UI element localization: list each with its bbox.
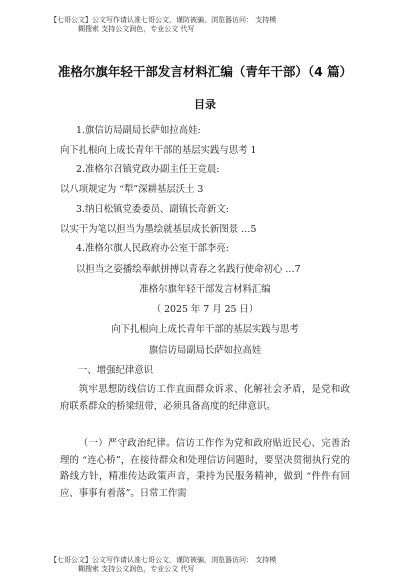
body-title: 准格尔旗年轻干部发言材料汇编: [139, 284, 271, 295]
footer-line-1: 【七哥公文】公文写作请认准七哥公文，谨防被骗，浏览器访问： 支持模: [50, 556, 277, 564]
toc-item-3-topic: 以实干为笔以担当为墨绘就基层成长新图景 …5: [60, 224, 257, 235]
document-title: 准格尔旗年轻干部发言材料汇编（青年干部）（4 篇）: [57, 64, 353, 79]
toc-item-3-author: 3.纳日松镇党委委员、副镇长奇新文:: [76, 204, 229, 215]
header-line-1: 【七哥公文】公文写作请认准七哥公文，谨防被骗，浏览器访问： 支持模: [50, 16, 277, 24]
page-footer-banner: [50, 556, 276, 574]
toc-item-2-author: 2.准格尔召镇党政办副主任王竞晨:: [76, 164, 220, 175]
toc-heading: 目录: [194, 98, 216, 111]
footer-line-2: 糊搜索 支持公文润色，专业公文 代写: [78, 565, 195, 573]
paragraph-2: （一）严守政治纪律。信访工作作为党和政府贴近民心、完善治理的 “连心桥”，在接待群众和处理信访问题时，要坚决贯彻执行党的路线方针，精准传达政策声音，秉持为民服务精神，做到 “件件有回应、事事有着落”。日常工作需: [60, 438, 350, 499]
toc-item-2-topic: 以八项规定为 “犁”深耕基层沃土 3: [60, 184, 204, 195]
header-line-2: 糊搜索 支持公文润色，专业公文 代写: [78, 25, 195, 33]
speech-title: 向下扎根向上成长青年干部的基层实践与思考: [111, 324, 299, 335]
section-heading-1: 一、增强纪律意识: [78, 365, 154, 376]
toc-item-4-topic: 以担当之姿播绘奉献拼搏以青春之名践行使命初心 …7: [76, 264, 301, 275]
toc-item-1-author: 1.旗信访局副局长萨如拉高娃:: [76, 125, 201, 136]
page-header-banner: [50, 16, 276, 34]
toc-item-4-author: 4.准格尔旗人民政府办公室干部李亮:: [76, 243, 229, 254]
speaker-name: 旗信访局副局长萨如拉高娃: [148, 345, 262, 356]
paragraph-1: 筑牢思想防线信访工作直面群众诉求、化解社会矛盾，是党和政府联系群众的桥梁纽带，必须具备高度的纪律意识。: [60, 384, 350, 412]
date-line: （ 2025 年 7 月 25 日）: [151, 304, 259, 315]
toc-item-1-topic: 向下扎根向上成长青年干部的基层实践与思考 1: [60, 145, 257, 156]
